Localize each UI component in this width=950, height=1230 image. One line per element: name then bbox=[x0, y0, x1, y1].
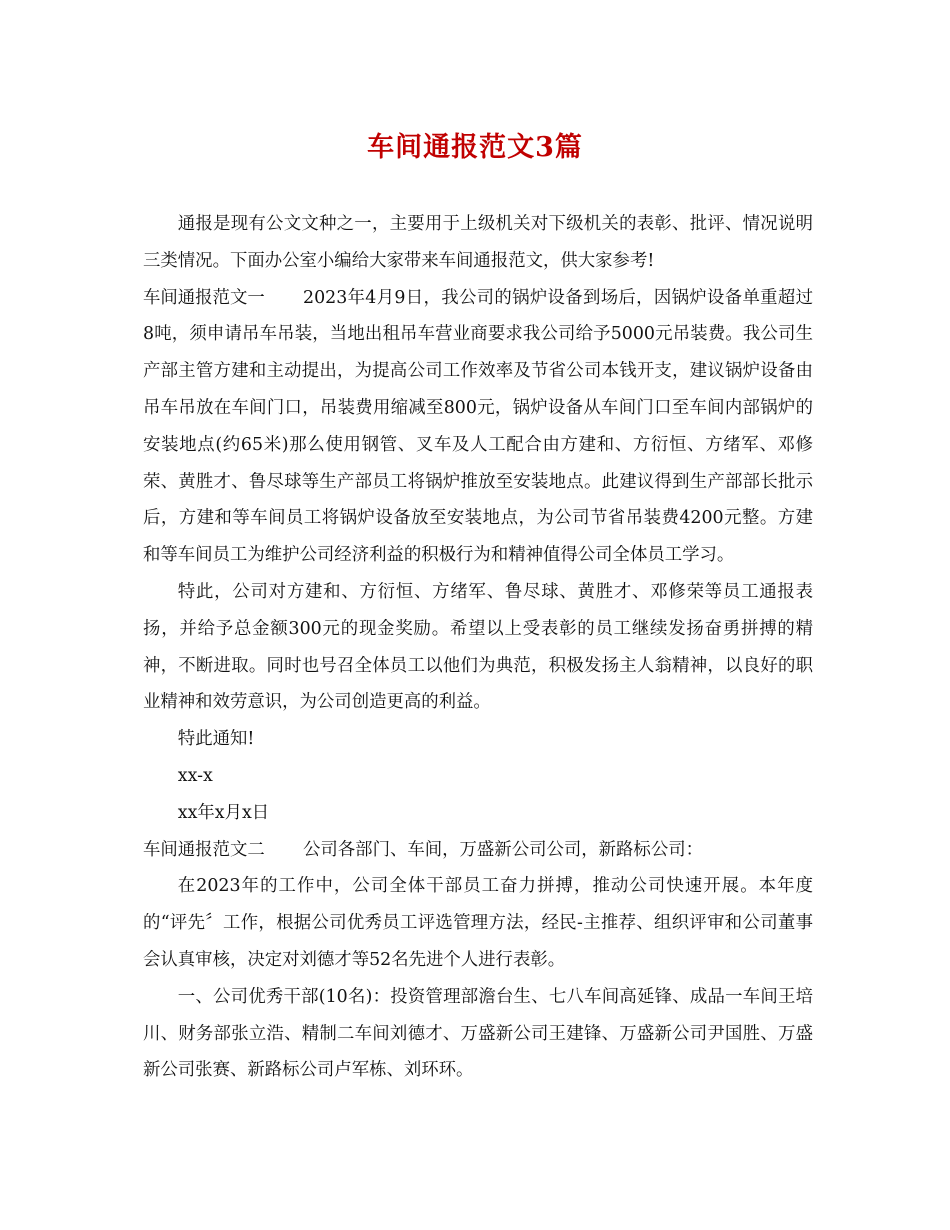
intro-paragraph: 通报是现有公文文种之一，主要用于上级机关对下级机关的表彰、批评、情况说明三类情况。下面办公室小编给大家带来车间通报范文，供大家参考! bbox=[143, 214, 813, 271]
sample1-paragraph2: 特此，公司对方建和、方衍恒、方绪军、鲁尽球、黄胜才、邓修荣等员工通报表扬，并给予总金额300元的现金奖励。希望以上受表彰的员工继续发扬奋勇拼搏的精神，不断进取。同时也号召全体员工以他们为典范，积极发扬主人翁精神，以良好的职业精神和效劳意识，为公司创造更高的利益。 bbox=[143, 581, 813, 713]
document-title: 车间通报范文3篇 bbox=[367, 132, 583, 163]
document-body bbox=[143, 206, 813, 1089]
sample2-addressee: 公司各部门、车间，万盛新公司公司，新路标公司： bbox=[303, 839, 703, 860]
sample2-paragraph2: 一、公司优秀干部(10名)：投资管理部澹台生、七八车间高延锋、成品一车间王培川、财务部张立浩、精制二车间刘德才、万盛新公司王建锋、万盛新公司尹国胜、万盛新公司张赛、新路标公司卢军栋、刘环环。 bbox=[143, 986, 813, 1081]
sample1-closing: 特此通知! bbox=[177, 729, 255, 750]
sample1-paragraph1: 2023年4月9日，我公司的锅炉设备到场后，因锅炉设备单重超过8吨，须申请吊车吊装，当地出租吊车营业商要求我公司给予5000元吊装费。我公司生产部主管方建和主动提出，为提高公司工作效率及节省公司本钱开支，建议锅炉设备由吊车吊放在车间门口，吊装费用缩减至800元，锅炉设备从车间门口至车间内部锅炉的安装地点(约65米)那么使用钢管、叉车及人工配合由方建和、方衍恒、方绪军、邓修荣、黄胜才、鲁尽球等生产部员工将锅炉推放至安装地点。此建议得到生产部部长批示后，方建和等车间员工将锅炉设备放至安装地点，为公司节省吊装费4200元整。方建和等车间员工为维护公司经济利益的积极行为和精神值得公司全体员工学习。 bbox=[143, 287, 813, 566]
sample1-signature: xx-x bbox=[177, 765, 213, 786]
sample1-first-paragraph bbox=[143, 280, 813, 574]
sample1-date: xx年x月x日 bbox=[177, 802, 270, 823]
sample2-heading: 车间通报范文二 bbox=[143, 839, 265, 860]
sample2-paragraph1: 在2023年的工作中，公司全体干部员工奋力拼搏，推动公司快速开展。本年度的“评先〞工作，根据公司优秀员工评选管理方法，经民-主推荐、组织评审和公司董事会认真审核，决定对刘德才等52名先进个人进行表彰。 bbox=[143, 876, 813, 970]
sample1-heading: 车间通报范文一 bbox=[143, 287, 265, 308]
sample2-first-paragraph bbox=[143, 832, 813, 869]
